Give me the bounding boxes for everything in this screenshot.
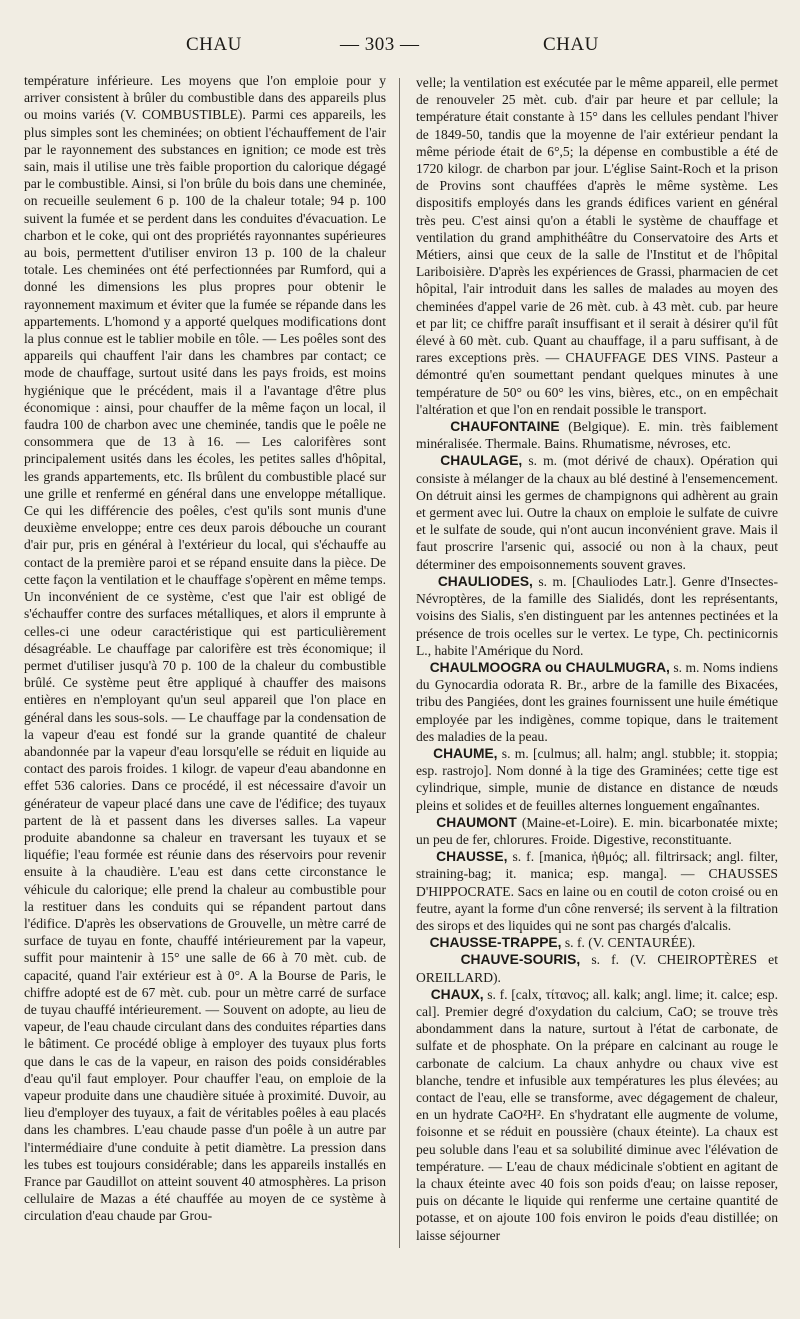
entry-headword: CHAUSSE, [436,849,508,865]
entry-chauve-souris [416,951,778,985]
running-header [0,34,800,64]
entry-headword: CHAUX, [430,986,484,1002]
right-column-intro: velle; la ventilation est exécutée par le même appareil, elle permet de renouveler 25 mèt. cub. d'air par heure et par cellule; la température était constante à 15° dans les cellules pendant l'hiver de 1849-50, tandis que la moyenne de l'air extérieur pendant la même période était de 6°,5; la dépense en combustible a été de 1720 kilogr. de charbon par jour. L'église Saint-Roch et la prison de Provins sont chauffées d'après le même système. Les dispositifs employés dans les grands édifices varient en général très peu. C'est ainsi qu'on a établi le système de chauffage et ventilation du grand amphithéâtre du Conservatoire des Arts et Métiers, ainsi que ceux de la salle de l'Institut et de l'hôpital Lariboisière. D'après les expériences de Grassi, pharmacien de cet hôpital, l'air introduit dans les salles de malades au moyen des cheminées d'appel varie de 26 mèt. cub. à 43 mèt. cub. par heure et par lit; ce chiffre paraît insuffisant et il serait à désirer qu'il fût élevé à 60 mèt. cub. Quant au chauffage, il a paru suffisant, à de rares exceptions près. — CHAUFFAGE DES VINS. Pasteur a démontré qu'en soumettant pendant quelques minutes à une température de 50° ou 60° les vins, bières, etc., on en empêchait l'altération et que l'on en rendait possible le transport. [416,75,778,417]
entry-text: s. m. [Chauliodes Latr.]. Genre d'Insectes-Névroptères, de la famille des Sialidés, dont les représentants, voisins des Sialis, s'en distinguent par les antennes pectinées et la présence de trois ocelles sur le vertex. Le type, Ch. pectinicornis L., habite l'Amérique du Nord. [416,573,778,658]
entry-chaux [416,986,778,1244]
entry-text: (Maine-et-Loire). E. min. bicarbonatée mixte; un peu de fer, chlorures. Froide. Digestive, reconstituante. [416,814,778,847]
entry-chaumont [416,814,778,848]
entry-headword: CHAUFONTAINE [450,419,560,435]
entry-text: s. f. [calx, τίτανος; all. kalk; angl. lime; it. calce; esp. cal]. Premier degré d'oxydation du calcium, CaO; se trouve très abondamment dans la nature, surtout à l'état de carbonate, de sulfate et de phosphate. On la prépare en calcinant au rouge le carbonate de calcium. La chaux anhydre ou chaux vive est blanche, tendre et infusible aux températures les plus élevées; au contact de l'eau, elle se transforme, avec dégagement de chaleur, en un hydrate CaO²H². En s'hydratant elle augmente de volume, foisonne et se réduit en poussière (chaux éteinte). La chaux est peu soluble dans l'eau et sa solubilité diminue avec l'élévation de température. — L'eau de chaux médicinale s'obtient en agitant de la chaux éteinte avec 40 fois son poids d'eau; on laisse reposer, puis on décante le liquide qui renferme une certaine quantité de potasse, et on ajoute 100 fois environ le poids d'eau distillée; on laisse séjourner [416,986,779,1243]
entry-text: (Belgique). E. min. très faiblement minéralisée. Thermale. Bains. Rhumatisme, névroses, etc. [416,419,779,452]
entry-chausse [416,848,778,934]
entry-headword: CHAUVE-SOURIS, [460,952,581,968]
entry-chaulmoogra [416,659,778,745]
entry-text: s. f. (V. CHEIROPTÈRES et OREILLARD). [416,952,778,985]
header-left-word: CHAU [186,34,242,55]
entry-chauliodes [416,573,778,659]
column-divider [399,78,400,1248]
entry-text: s. m. [culmus; all. halm; angl. stubble; it. stoppia; esp. rastrojo]. Nom donné à la tige des Graminées; cette tige est cylindrique, simple, munie de distance en distance de nœuds pleins et solides et de feuilles alternes longuement engaînantes. [416,745,779,813]
entry-headword: CHAUMONT [436,814,517,830]
left-column-text: température inférieure. Les moyens que l'on emploie pour y arriver consistent à brûler du combustible dans des appareils plus ou moins variés (V. COMBUSTIBLE). Parmi ces appareils, les plus simples sont les cheminées; on obtient l'échauffement de l'air par le rayonnement des substances en ignition; ce mode est très sain, mais il utilise une très faible proportion du calorique dégagé par le combustible. Ainsi, si l'on brûle du bois dans une cheminée, on recueille seulement 6 p. 100 de la chaleur totale; 94 p. 100 suivent la fumée et se perdent dans les conduites d'évacuation. Le charbon et le coke, qui ont des propriétés rayonnantes supérieures au bois, permettent d'utiliser environ 13 p. 100 de la chaleur totale. Les cheminées ont été perfectionnées par Rumford, qui a donné les dimensions les plus propres pour obtenir le rayonnement maximum et éviter que la fumée se répande dans les appartements. L'homond y a apporté quelques modifications dont la plus connue est le tablier mobile en tôle. — Les poêles sont des appareils qui chauffent l'air dans les chambres par contact; ce mode de chauffage, surtout usité dans les pays froids, est moins hygiénique que le précédent, mais il a l'avantage d'être plus économique : ainsi, pour chauffer de la même façon un local, il faudra 100 de charbon avec une cheminée, tandis que le poêle ne consommera que de 13 à 16. — Les calorifères sont principalement usités dans les écoles, les petites salles d'hôpital, les grands appartements, etc. Ils brûlent du combustible placé sur une grille et renfermé en général dans une enveloppe métallique. Ce qui les différencie des poêles, c'est qu'ils sont munis d'une deuxième enveloppe; entre ces deux parois débouche un courant d'air pur, pris en général à l'extérieur du local, qui s'échauffe au contact de la première paroi et se répand ensuite dans la pièce. De cette façon la ventilation et le chauffage s'opèrent en même temps. Un inconvénient de ce système, c'est que l'air est obligé de s'échauffer contre des surfaces métalliques, et alors il emprunte à celles-ci une odeur caractéristique qui est particulièrement désagréable. Le chauffage par calorifère est très économique; il permet d'utiliser jusqu'à 70 p. 100 de la chaleur du combustible brûlé. Ce système peut être appliqué à chauffer des maisons entières en n'employant qu'un seul appareil que l'on place en général dans les sous-sols. — Le chauffage par la condensation de la vapeur d'eau est fondé sur la grande quantité de chaleur abandonnée par la vapeur d'eau lorsqu'elle se réduit en liquide au contact des parois froides. 1 kilogr. de vapeur d'eau abandonne en effet 536 calories. Dans ce procédé, il est nécessaire d'avoir un générateur de vapeur placé dans une cave de l'édifice; des tuyaux partent de là et passent dans les diverses salles. La vapeur produite abandonne sa chaleur en traversant les tuyaux et se liquéfie; l'eau formée est réunie dans des réservoirs pour revenir ensuite à la chaudière. L'eau est dans cette circonstance le véhicule du calorique; elle prend la chaleur au combustible pour la restituer dans les conduits qui se répandent partout dans l'édifice. D'après les observations de Grouvelle, un mètre carré de surface de tuyau en fonte, chauffé intérieurement par la vapeur, suffit pour maintenir à 15° une salle de 66 à 70 mèt. cub. de capacité, quand l'air extérieur est à 0°. A la Bourse de Paris, le chiffre adopté est de 67 mèt. cub. pour un mètre carré de surface de tuyau chauffé intérieurement. — Souvent on adopte, au lieu de vapeur, de l'eau chaude circulant dans des conduites réparties dans le bâtiment. Ce procédé oblige à employer des tuyaux plus forts que dans le cas de la vapeur, en raison des poids considérables d'eau qu'il faut employer. Pour chauffer l'eau, on emploie de la vapeur produite dans une chaudière située à proximité. Duvoir, au lieu d'employer des tuyaux, a fait de véritables poêles à eau placés dans les chambres. L'eau chaude passe d'un poêle à un autre par l'intermédiaire d'une conduite à petit diamètre. La pression dans les tubes est toujours considérable; dans les appareils installés en France par Gaudillot on atteint souvent 40 atmosphères. La prison cellulaire de Mazas a été chauffée au moyen de ce système à circulation d'eau chaude par Grou- [24,73,386,1224]
entry-headword: CHAULMOOGRA ou CHAULMUGRA, [429,659,670,675]
entry-headword: CHAULAGE, [440,453,523,469]
left-column [24,72,386,1225]
entry-headword: CHAULIODES, [437,573,533,589]
entry-headword: CHAUME, [433,745,498,761]
header-right-word: CHAU [543,34,599,55]
entry-chausse-trappe [416,934,778,951]
page-number: — 303 — [340,34,420,55]
entry-text: s. m. (mot dérivé de chaux). Opération qui consiste à mélanger de la chaux au blé destiné à l'ensemencement. On détruit ainsi les germes de champignons qui adhèrent au grain et germent avec lui. Outre la chaux on emploie le sulfate de cuivre et le sulfate de soude, qui n'ont aucun inconvénient grave. Mais il faut proscrire l'arsenic qui, associé ou non à la chaux, peut déterminer des empoisonnements souvent graves. [416,453,778,572]
entry-chaufontaine [416,418,778,452]
entry-chaume [416,745,778,814]
entry-text: s. f. [manica, ἠθμός; all. filtrirsack; angl. filter, straining-bag; it. manica; esp. manga]. — CHAUSSES D'HIPPOCRATE. Sacs en laine ou en coutil de coton croisé ou en feutre, ayant la forme d'un cône renversé; ils servent à la filtration des sirops et des liquides qui ne sont pas chargés d'alcalis. [416,849,778,933]
entry-chaulage [416,452,778,572]
entry-text: s. m. Noms indiens du Gynocardia odorata R. Br., arbre de la famille des Bixacées, tribu des Pangiées, dont les graines fournissent une huile émétique employée par les indigènes, comme topique, dans le traitement des maladies de la peau. [416,659,779,744]
entry-headword: CHAUSSE-TRAPPE, [429,935,562,951]
entry-text: s. f. (V. CENTAURÉE). [561,935,696,951]
right-column [416,74,778,1244]
